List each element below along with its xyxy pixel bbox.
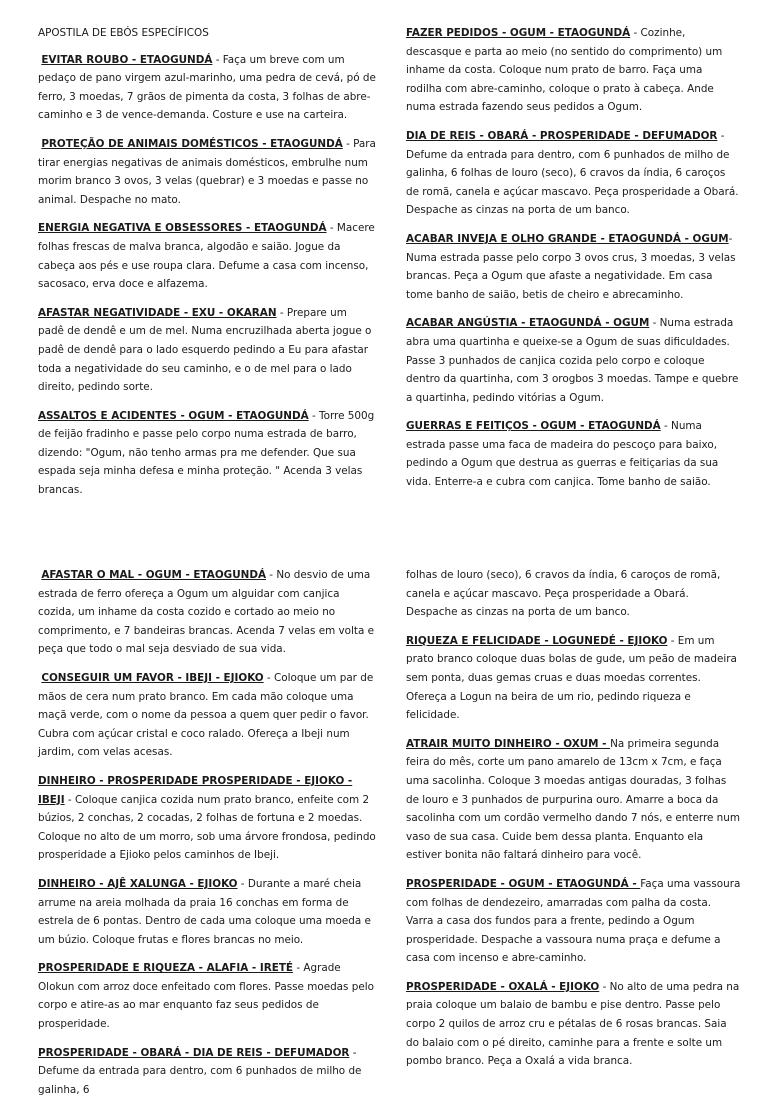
ebo-text: Na primeira segunda feira do mês, corte um pano amarelo de 13cm x 7cm, e faça uma sacolinha. Coloque 3 moedas antigas douradas, 3 folhas de louro e 3 punhados de purpurina ouro. Amarre a boca da sacolinha com um cordão vermelho dando 7 nós, e enterre num vaso de sua casa. Cuide bem dessa planta. Enquanto ela estiver bonita não faltará dinheiro para você. [406, 737, 740, 862]
ebo-text: - Prepare um padê de dendê e um de mel. Numa encruzilhada aberta jogue o padê de dendê para o lado esquerdo pedindo a Eu para afastar toda a negatividade do seu caminho, e o de mel para o lado direito, pedindo sorte. [38, 306, 372, 394]
ebo-text: - Cozinhe, descasque e parta ao meio (no sentido do comprimento) um inhame da costa. Coloque num prato de barro. Faça uma rodilha com abre-caminho, coloque o prato à cabeça. Ande numa estrada fazendo seus pedidos a Ogum. [406, 27, 723, 114]
page2-right-column [406, 566, 741, 1081]
ebo-entry [406, 978, 741, 1071]
ebo-text: - Durante a maré cheia arrume na areia molhada da praia 16 conchas em forma de estrela de 6 pontas. Dentro de cada uma coloque uma moeda e um búzio. Coloque frutas e flores brancas no meio. [38, 877, 371, 946]
document-title: APOSTILA DE EBÓS ESPECÍFICOS [38, 27, 209, 39]
ebo-entry [38, 1044, 376, 1100]
ebo-entry [38, 566, 376, 659]
ebo-text: - Coloque canjica cozida num prato branco, enfeite com 2 búzios, 2 conchas, 2 cocadas, 2 folhas de fortuna e 2 moedas. Coloque no alto de um morro, sob uma árvore frondosa, pedindo prosperidade a Ejioko pelos caminhos de Ibeji. [38, 793, 376, 862]
ebo-title: ENERGIA NEGATIVA E OBSESSORES - ETAOGUNDÁ [38, 222, 327, 235]
ebo-entry [406, 314, 741, 407]
ebo-title: ACABAR INVEJA E OLHO GRANDE - ETAOGUNDÁ - OGUM [406, 232, 729, 245]
ebo-entry [38, 875, 376, 949]
ebo-title: ATRAIR MUITO DINHEIRO - OXUM - [406, 737, 611, 750]
ebo-text: - Agrade Olokun com arroz doce enfeitado com flores. Passe moedas pelo corpo e atire-as ao mar enquanto faz seus pedidos de prosperidade. [38, 962, 374, 1031]
ebo-text: - Torre 500g de feijão fradinho e passe pelo corpo numa estrada de barro, dizendo: "Ogum, não tenho armas pra me defender. Que sua espada seja minha defesa e minha proteção. " Acenda 3 velas brancas. [38, 409, 375, 497]
ebo-text: - Para tirar energias negativas de animais domésticos, embrulhe num morim branco 3 ovos, 3 velas (quebrar) e 3 moedas e passe no animal. Despache no mato. [38, 137, 376, 206]
ebo-text: - Faça um breve com um pedaço de pano virgem azul-marinho, uma pedra de cevá, pó de ferro, 3 moedas, 7 grãos de pimenta da costa, 3 folhas de abre-caminho e 3 de vence-demanda. Costure e use na carteira. [38, 53, 376, 122]
ebo-title: DIA DE REIS - OBARÁ - PROSPERIDADE - DEFUMADOR [406, 129, 718, 142]
ebo-entry [406, 24, 741, 117]
ebo-title: DINHEIRO - AJÊ XALUNGA - EJIOKO [38, 877, 238, 890]
ebo-entry [38, 959, 376, 1033]
ebo-entry [406, 875, 741, 968]
ebo-title: EVITAR ROUBO - ETAOGUNDÁ [41, 53, 213, 66]
ebo-entry [38, 304, 376, 397]
ebo-entry [406, 735, 741, 865]
ebo-title: PROSPERIDADE E RIQUEZA - ALAFIA - IRETÉ [38, 962, 294, 975]
ebo-entry [38, 51, 376, 125]
ebo-text: - Numa estrada abra uma quartinha e queixe-se a Ogum de suas dificuldades. Passe 3 punhados de canjica cozida pelo corpo e coloque dentro da quartinha, com 3 orogbos 3 moedas. Tampe e quebre a quartinha, pedindo vitórias a Ogum. [406, 317, 739, 404]
ebo-title: CONSEGUIR UM FAVOR - IBEJI - EJIOKO [41, 671, 264, 684]
ebo-entry [38, 669, 376, 762]
ebo-text: - Numa estrada passe uma faca de madeira do pescoço para baixo, pedindo a Ogum que destrua as guerras e feitiçarias da sua vida. Enterre-a e cubra com canjica. Tome banho de saião. [406, 420, 719, 489]
ebo-text: - Em um prato branco coloque duas bolas de gude, um peão de madeira sem ponta, duas gemas cruas e duas moedas correntes. Ofereça a Logun na beira de um rio, pedindo riqueza e felicidade. [406, 634, 737, 722]
ebo-text: - Numa estrada passe pelo corpo 3 ovos crus, 3 moedas, 3 velas brancas. Peça a Ogum que afaste a negatividade. Em casa tome banho de saião, betis de cheiro e abrecaminho. [406, 232, 736, 301]
ebo-text: - Macere folhas frescas de malva branca, algodão e saião. Jogue da cabeça aos pés e use roupa clara. Defume a casa com incenso, sacosaco, erva doce e alfazema. [38, 222, 375, 291]
ebo-entry [38, 135, 376, 209]
ebo-title: PROSPERIDADE - OXALÁ - EJIOKO [406, 980, 600, 993]
ebo-entry [406, 632, 741, 725]
ebo-entry [406, 127, 741, 220]
ebo-text: - Defume da entrada para dentro, com 6 punhados de milho de galinha, 6 folhas de louro (seco), 6 cravos da índia, 6 caroços de romã, canela e açúcar mascavo. Peça prosperidade a Obará. Despache as cinzas na porta de um banco. [406, 129, 739, 217]
page1-left-column [38, 24, 376, 510]
continued-text: folhas de louro (seco), 6 cravos da índia, 6 caroços de romã, canela e açúcar mascavo. Peça prosperidade a Obará. Despache as cinzas na porta de um banco. [406, 569, 721, 619]
ebo-text: - Coloque um par de mãos de cera num prato branco. Em cada mão coloque uma maçã verde, com o nome da pessoa a quem quer pedir o favor. Cubra com açúcar cristal e coco ralado. Ofereça a Ibeji num jardim, com velas acesas. [38, 671, 374, 759]
ebo-title: PROSPERIDADE - OGUM - ETAOGUNDÁ - [406, 877, 641, 890]
ebo-text: Faça uma vassoura com folhas de dendezeiro, amarradas com palha da costa. Varra a casa dos fundos para a frente, pedindo a Ogum prosperidade. Despache a vassoura numa praça e defume a casa com incenso e abre-caminho. [406, 877, 741, 965]
ebo-text: - No desvio de uma estrada de ferro ofereça a Ogum um alguidar com canjica cozida, um inhame da costa cozido e cortado ao meio no comprimento, e 7 bandeiras brancas. Acenda 7 velas em volta e peça que todo o mal seja desviado de sua vida. [38, 569, 375, 656]
ebo-entry [38, 407, 376, 500]
ebo-entry [38, 772, 376, 865]
ebo-title: FAZER PEDIDOS - OGUM - ETAOGUNDÁ [406, 27, 631, 39]
ebo-entry [406, 417, 741, 491]
ebo-title: AFASTAR NEGATIVIDADE - EXU - OKARAN [38, 306, 277, 319]
ebo-title: AFASTAR O MAL - OGUM - ETAOGUNDÁ [41, 569, 266, 581]
ebo-title: ASSALTOS E ACIDENTES - OGUM - ETAOGUNDÁ [38, 409, 309, 422]
ebo-title: ACABAR ANGÚSTIA - ETAOGUNDÁ - OGUM [406, 317, 650, 330]
ebo-text: - No alto de uma pedra na praia coloque um balaio de bambu e pise dentro. Passe pelo corpo 2 quilos de arroz cru e pétalas de 6 rosas brancas. Saia do balaio com o pé direito, caminhe para a frente e solte um pombo branco. Peça a Oxalá a vida branca. [406, 980, 740, 1068]
ebo-title: DINHEIRO - PROSPERIDADE PROSPERIDADE - EJIOKO - IBEJI [38, 774, 353, 806]
ebo-title: PROSPERIDADE - OBARÁ - DIA DE REIS - DEFUMADOR [38, 1046, 350, 1059]
ebo-entry [406, 230, 741, 304]
ebo-title: GUERRAS E FEITIÇOS - OGUM - ETAOGUNDÁ [406, 420, 661, 433]
ebo-title: RIQUEZA E FELICIDADE - LOGUNEDÉ - EJIOKO [406, 634, 668, 647]
ebo-text: - Defume da entrada para dentro, com 6 punhados de milho de galinha, 6 [38, 1046, 362, 1096]
page2-left-column [38, 566, 376, 1109]
page1-right-column [406, 24, 741, 502]
ebo-entry [38, 219, 376, 293]
ebo-title: PROTEÇÃO DE ANIMAIS DOMÉSTICOS - ETAOGUNDÁ [41, 137, 343, 150]
